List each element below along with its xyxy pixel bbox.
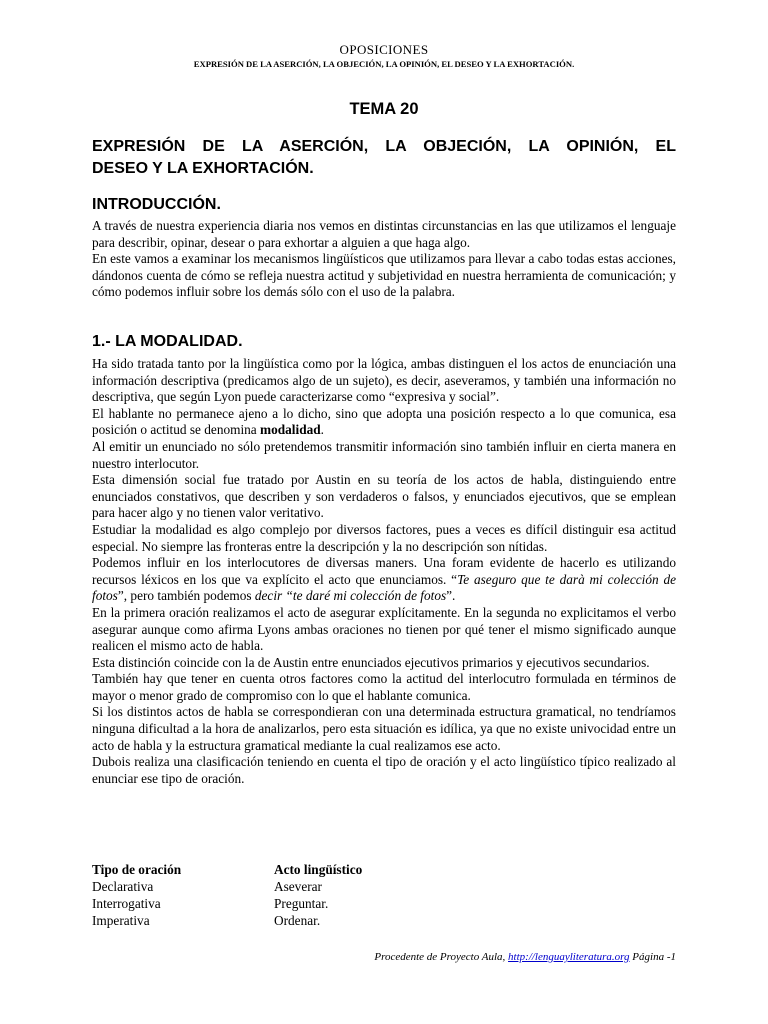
text-span: ”, pero también podemos (117, 588, 255, 604)
modalidad-paragraph-4: Esta dimensión social fue tratado por Austin en su teoría de los actos de habla, distinguiendo entre enunciados constativos, que describen y son verdaderos o falsos, y enunciados ejecutivos, que se emplean para hacer algo y no tienen valor veritativo. (92, 472, 676, 521)
table-cell: Interrogativa (92, 896, 161, 911)
footer-page-number: Página -1 (629, 951, 676, 963)
footer-link[interactable]: http://lenguayliteratura.org (508, 951, 630, 963)
header-subtitle: EXPRESIÓN DE LA ASERCIÓN, LA OBJECIÓN, LA OPINIÓN, EL DESEO Y LA EXHORTACIÓN. (193, 59, 575, 69)
text-span: . (320, 422, 324, 438)
modalidad-paragraph-5: Estudiar la modalidad es algo complejo por diversos factores, pues a veces es difícil distinguir esa actitud especial. No siempre las fronteras entre la descripción y la no descripción son nítidas. (92, 521, 676, 554)
modalidad-paragraph-6 (92, 555, 676, 605)
modalidad-paragraph-2 (92, 406, 676, 439)
modalidad-paragraph-10: Si los distintos actos de habla se correspondieran con una determinada estructura gramatical, no tendríamos ninguna dificultad a la hora de analizarlos, pero esta situación es idílica, ya que no existe univocidad entre un acto de habla y la estructura gramatical mediante la cual realizamos ese acto. (92, 704, 676, 753)
main-title-line1: EXPRESIÓN DE LA ASERCIÓN, LA OBJECIÓN, LA OPINIÓN, EL (92, 138, 676, 155)
table-cell: Aseverar (274, 879, 322, 894)
modalidad-paragraph-9: También hay que tener en cuenta otros factores como la actitud del interlocutro formulada en términos de mayor o menor grado de compromiso con lo que el hablante comunica. (92, 671, 676, 703)
main-title-line2: DESEO Y LA EXHORTACIÓN. (92, 160, 314, 177)
table-header-cell: Tipo de oración (92, 862, 182, 877)
header-title: OPOSICIONES (339, 42, 429, 57)
example-sentence-1: Te aseguro que te darà mi colección de fotos (92, 571, 676, 604)
main-title (92, 136, 676, 180)
modalidad-paragraph-7: En la primera oración realizamos el acto de asegurar explícitamente. En la segunda no explicitamos el verbo asegurar aunque como afirma Lyons ambas oraciones no tienen por qué tener el mismo significado aunque realicen el mismo acto de habla. (92, 604, 676, 654)
table-row (92, 912, 492, 929)
table-cell: Ordenar. (274, 913, 321, 928)
modalidad-term: modalidad (260, 422, 321, 438)
modalidad-section (92, 356, 676, 787)
modalidad-paragraph-3: Al emitir un enunciado no sólo pretendemos transmitir información sino también influir en cierta manera en nuestro interlocutor. (92, 438, 676, 471)
table-cell: Preguntar. (274, 896, 329, 911)
intro-paragraph-1: A través de nuestra experiencia diaria nos vemos en distintas circunstancias en las que utilizamos el lenguaje para describir, opinar, desear o para exhortar a alguien a que haga algo. (92, 218, 676, 250)
text-span: Podemos influir en los interlocutores de diversas maners. Una foram evidente de hacerlo es utilizando recursos léxicos en los que va explícito el acto que enunciamos. “ (92, 555, 676, 587)
table-row (92, 878, 492, 895)
tema-heading: TEMA 20 (349, 100, 419, 118)
intro-paragraph-2: En este vamos a examinar los mecanismos lingüísticos que utilizamos para llevar a cabo todas estas acciones, dándonos cuenta de cómo se refleja nuestra actitud y subjetividad en nuestra herramienta de comunicación; y cómo podemos influir sobre los demás sólo con el uso de la palabra. (92, 251, 676, 300)
table-cell: Imperativa (92, 913, 150, 928)
sentence-type-table (92, 861, 492, 929)
example-sentence-2: decir “te daré mi colección de fotos (254, 588, 447, 604)
table-header-row (92, 861, 492, 878)
intro-section (92, 218, 676, 301)
modalidad-paragraph-8: Esta distinción coincide con la de Austin entre enunciados ejecutivos primarios y ejecutivos secundarios. (92, 654, 650, 670)
footer-prefix: Procedente de Proyecto Aula, (374, 951, 509, 963)
table-header-cell: Acto lingüístico (274, 862, 363, 877)
modalidad-paragraph-1: Ha sido tratada tanto por la lingüística como por la lógica, ambas distinguen el los actos de enunciación una información descriptiva (predicamos algo de un sujeto), es decir, aseveramos, y también una información no descriptiva, que según Lyon puede caracterizarse como “expresiva y social”. (92, 356, 676, 405)
text-span: ”. (446, 588, 456, 604)
table-cell: Declarativa (92, 879, 154, 894)
intro-heading: INTRODUCCIÓN. (92, 196, 221, 213)
text-span: El hablante no permanece ajeno a lo dicho, sino que adopta una posición respecto a lo que comunica, esa posición o actitud se denomina (92, 405, 676, 438)
page-footer (374, 951, 676, 963)
modalidad-paragraph-11: Dubois realiza una clasificación teniendo en cuenta el tipo de oración y el acto lingüístico típico realizado al enunciar ese tipo de oración. (92, 754, 676, 786)
table-row (92, 895, 492, 912)
modalidad-heading: 1.- LA MODALIDAD. (92, 333, 243, 350)
